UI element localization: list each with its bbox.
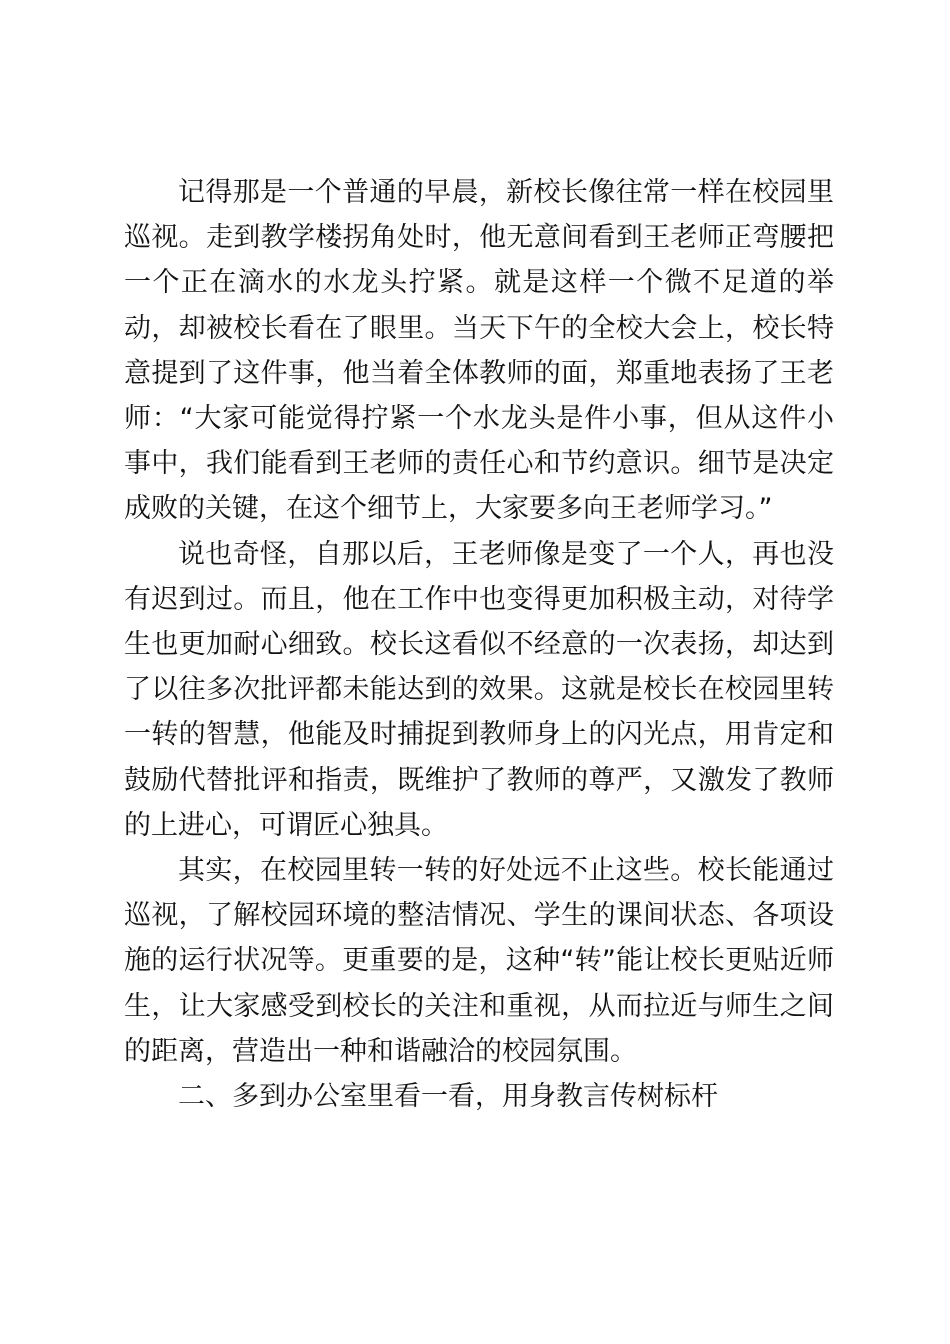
section-heading: 二、多到办公室里看一看，用身教言传树标杆: [178, 1081, 718, 1113]
document-body: [124, 170, 834, 1119]
paragraph-1: 记得那是一个普通的早晨，新校长像往常一样在校园里巡视。走到教学楼拐角处时，他无意间看到王老师正弯腰把一个正在滴水的水龙头拧紧。就是这样一个微不足道的举动，却被校长看在了眼里。当天下午的全校大会上，校长特意提到了这件事，他当着全体教师的面，郑重地表扬了王老师：“大家可能觉得拧紧一个水龙头是件小事，但从这件小事中，我们能看到王老师的责任心和节约意识。细节是决定成败的关键，在这个细节上，大家要多向王老师学习。”: [124, 177, 834, 525]
paragraph-3: 其实，在校园里转一转的好处远不止这些。校长能通过巡视，了解校园环境的整洁情况、学生的课间状态、各项设施的运行状况等。更重要的是，这种“转”能让校长更贴近师生，让大家感受到校长的关注和重视，从而拉近与师生之间的距离，营造出一种和谐融洽的校园氛围。: [124, 855, 834, 1067]
paragraph-2: 说也奇怪，自那以后，王老师像是变了一个人，再也没有迟到过。而且，他在工作中也变得更加积极主动，对待学生也更加耐心细致。校长这看似不经意的一次表扬，却达到了以往多次批评都未能达到的效果。这就是校长在校园里转一转的智慧，他能及时捕捉到教师身上的闪光点，用肯定和鼓励代替批评和指责，既维护了教师的尊严，又激发了教师的上进心，可谓匠心独具。: [124, 538, 834, 841]
